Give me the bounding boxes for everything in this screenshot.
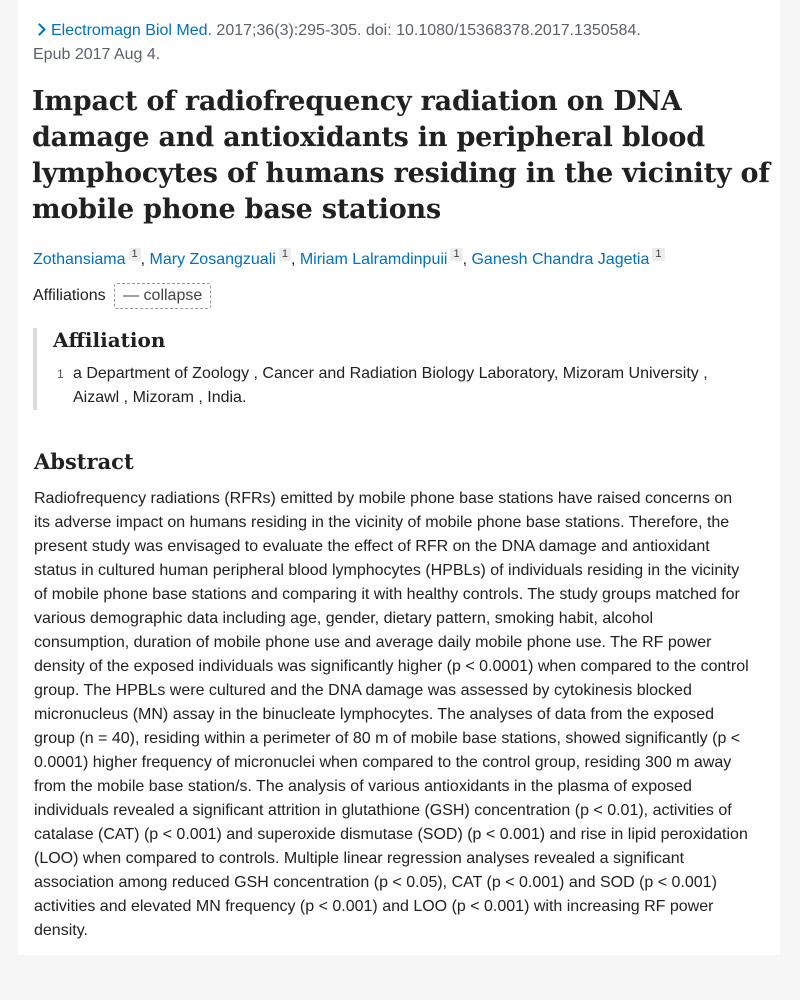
citation <box>33 19 763 67</box>
affiliation-item <box>57 362 753 410</box>
article-title: Impact of radiofrequency radiation on DNA damage and antioxidants in peripheral blood lymphocytes of humans residing in the vicinity of mobile phone base stations <box>32 86 770 225</box>
author-link[interactable]: Mary Zosangzuali <box>149 251 276 268</box>
author-separator: , <box>290 251 296 268</box>
citation-details: 2017;36(3):295-305. doi: 10.1080/15368378.2017.1350584. <box>211 22 641 39</box>
author-separator: , <box>140 251 146 268</box>
affiliation-text: a Department of Zoology , Cancer and Radiation Biology Laboratory, Mizoram University , Aizawl , Mizoram , India. <box>73 365 708 406</box>
affiliation-ref[interactable]: 1 <box>279 248 291 261</box>
affiliation-heading: Affiliation <box>53 328 166 352</box>
author-separator: , <box>462 251 468 268</box>
author-link[interactable]: Zothansiama <box>33 251 126 268</box>
abstract-text: Radiofrequency radiations (RFRs) emitted by mobile phone base stations have raised concerns on its adverse impact on humans residing in the vicinity of mobile phone base stations. Therefore, the present study was envisaged to evaluate the effect of RFR on the DNA damage and antioxidant status in cultured human peripheral blood lymphocytes (HPBLs) of individuals residing in the vicinity of mobile phone base stations and comparing it with healthy controls. The study groups matched for various demographic data including age, gender, dietary pattern, smoking habit, alcohol consumption, duration of mobile phone use and average daily mobile phone use. The RF power density of the exposed individuals was significantly higher (p < 0.0001) when compared to the control group. The HPBLs were cultured and the DNA damage was assessed by cytokinesis blocked micronucleus (MN) assay in the binucleate lymphocytes. The analyses of data from the exposed group (n = 40), residing within a perimeter of 80 m of mobile base stations, showed significantly (p < 0.0001) higher frequency of micronuclei when compared to the control group, residing 300 m away from the mobile base station/s. The analysis of various antioxidants in the plasma of exposed individuals revealed a significant attrition in glutathione (GSH) concentration (p < 0.01), activities of catalase (CAT) (p < 0.001) and superoxide dismutase (SOD) (p < 0.001) and rise in lipid peroxidation (LOO) when compared to controls. Multiple linear regression analyses revealed a significant association among reduced GSH concentration (p < 0.05), CAT (p < 0.001) and SOD (p < 0.001) activities and elevated MN frequency (p < 0.001) and LOO (p < 0.001) with increasing RF power density. <box>34 490 749 939</box>
article-page <box>18 0 780 955</box>
author-list <box>33 248 773 272</box>
chevron-right-icon[interactable] <box>33 23 46 36</box>
affiliation-block <box>33 328 757 410</box>
author-link[interactable]: Miriam Lalramdinpuii <box>299 251 448 268</box>
affiliation-ref[interactable]: 1 <box>450 248 462 261</box>
affiliations-label: Affiliations <box>33 287 106 304</box>
affiliation-ref[interactable]: 1 <box>129 248 141 261</box>
affiliation-number: 1 <box>57 367 64 381</box>
author-link[interactable]: Ganesh Chandra Jagetia <box>471 251 650 268</box>
abstract-heading: Abstract <box>34 449 134 474</box>
collapse-button[interactable]: — collapse <box>114 283 211 309</box>
affiliations-toggle-row <box>33 283 211 309</box>
journal-link[interactable]: Electromagn Biol Med. <box>51 22 212 39</box>
epub-date: Epub 2017 Aug 4. <box>33 46 161 63</box>
affiliation-ref[interactable]: 1 <box>652 248 664 261</box>
